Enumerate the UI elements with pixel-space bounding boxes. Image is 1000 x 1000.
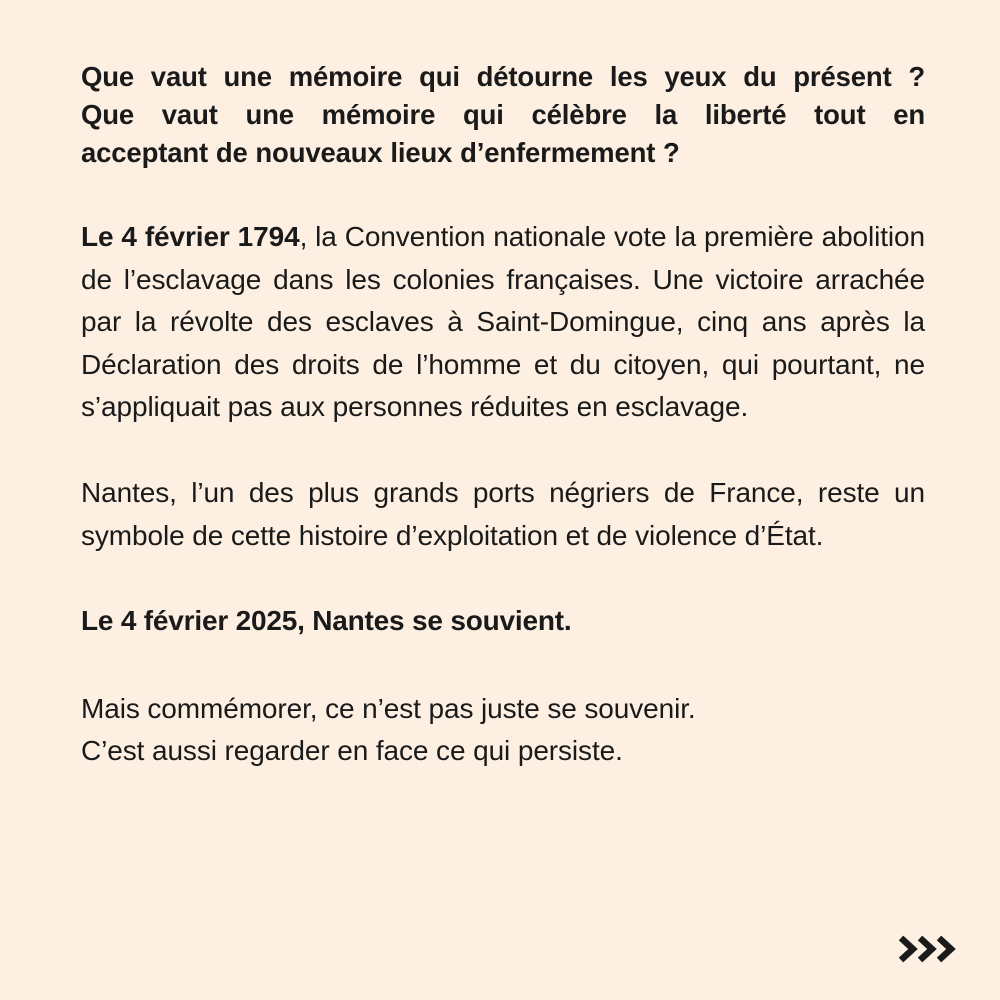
spacer-after-bold-statement (81, 643, 925, 688)
paragraph-abolition-bold-lead: Le 4 février 1794 (81, 221, 300, 252)
paragraph-closing (81, 688, 925, 773)
page-title-line-3: acceptant de nouveaux lieux d’enfermement ? (81, 137, 680, 168)
page-title-line-2: Que vaut une mémoire qui célèbre la liberté tout en (81, 99, 925, 130)
bold-statement: Le 4 février 2025, Nantes se souvient. (81, 605, 572, 637)
paragraph-closing-line-2: C’est aussi regarder en face ce qui persiste. (81, 735, 623, 767)
paragraph-abolition-body: , la Convention nationale vote la première abolition de l’esclavage dans les colonies françaises. Une victoire arrachée par la révolte des esclaves à Saint-Domingue, cinq ans après la Déclaration des droits de l’homme et du citoyen, qui pourtant, ne s’appliquait pas aux personnes réduites en esclavage. (81, 221, 925, 423)
triple-chevron-right-icon[interactable] (896, 930, 958, 968)
spacer-after-paragraph-1 (81, 429, 925, 472)
spacer-after-title (81, 172, 925, 216)
page-title (81, 58, 925, 172)
text-content (81, 58, 925, 773)
paragraph-nantes: Nantes, l’un des plus grands ports négriers de France, reste un symbole de cette histoire d’exploitation et de violence d’État. (81, 476, 925, 551)
paragraph-closing-line-1: Mais commémorer, ce n’est pas juste se souvenir. (81, 692, 696, 724)
page-title-line-1: Que vaut une mémoire qui détourne les yeux du présent ? (81, 61, 925, 92)
spacer-after-paragraph-2 (81, 557, 925, 600)
paragraph-abolition (81, 216, 925, 429)
